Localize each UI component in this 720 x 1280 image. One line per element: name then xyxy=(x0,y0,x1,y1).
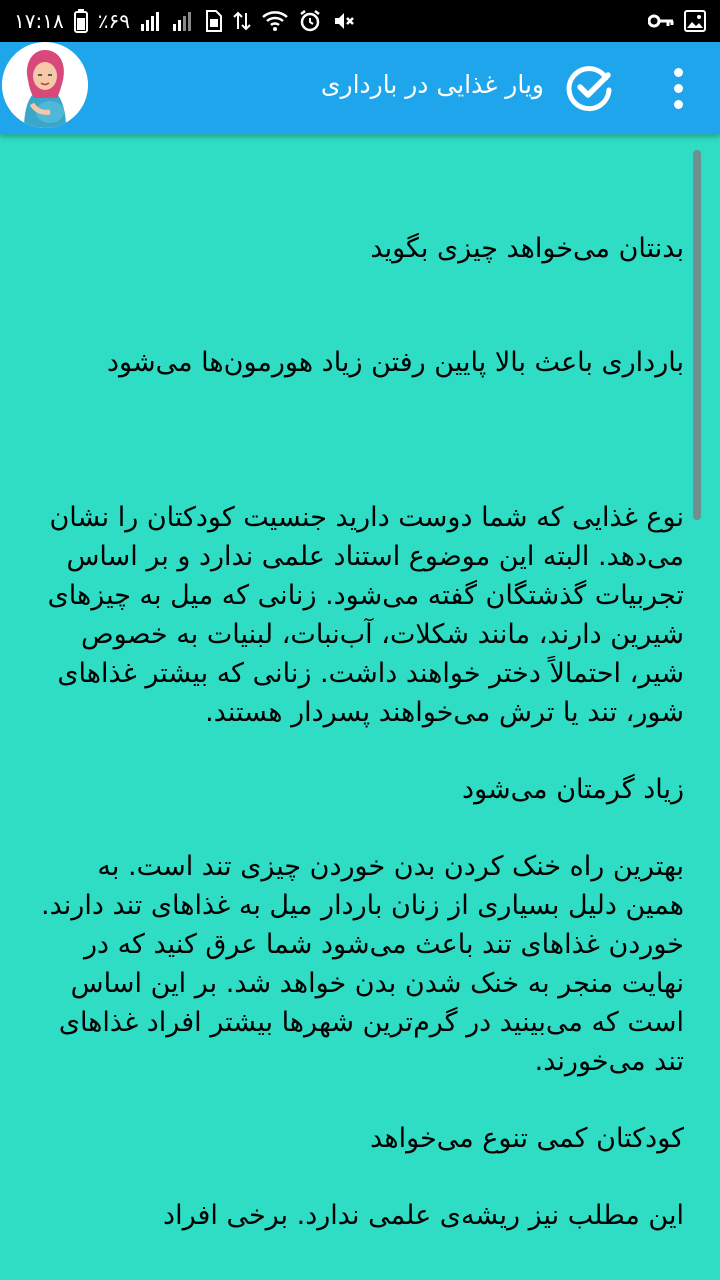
app-title: ویار غذایی در بارداری xyxy=(320,70,544,99)
data-icon xyxy=(232,8,252,34)
spacer xyxy=(32,1158,684,1196)
article-body xyxy=(32,190,684,1235)
alarm-icon xyxy=(298,8,322,34)
article-paragraph: بارداری باعث بالا پایین رفتن زیاد هورمون‌ها می‌شود xyxy=(107,347,684,378)
app-bar xyxy=(0,42,720,134)
menu-dot xyxy=(674,84,683,93)
spacer xyxy=(32,809,684,847)
wifi-icon xyxy=(262,8,288,34)
image-icon xyxy=(684,8,706,34)
article-scroll-view[interactable] xyxy=(0,134,720,1280)
signal-sim2-icon xyxy=(172,8,194,34)
article-paragraph: این مطلب نیز ریشه‌ی علمی ندارد. برخی افراد xyxy=(163,1200,684,1231)
clock: ۱۷:۱۸ xyxy=(14,9,64,33)
article-paragraph: بهترین راه خنک کردن بدن خوردن چیزی تند است. به همین دلیل بسیاری از زنان باردار میل به غذاهای تند دارند. خوردن غذاهای تند باعث می‌شود شما عرق کنید که در نهایت منجر به خنک شدن بدن خواهد شد. بر این اساس است که می‌بینید در گرم‌ترین شهرها بیشتر افراد غذاهای تند می‌خورند. xyxy=(41,851,684,1077)
spacer xyxy=(32,382,684,498)
signal-icon xyxy=(140,8,162,34)
vpn-key-icon xyxy=(648,8,674,34)
battery-percent: ٪۶۹ xyxy=(97,9,130,33)
spacer xyxy=(32,190,684,229)
status-left xyxy=(14,8,356,34)
article-heading: بدنتان می‌خواهد چیزی بگوید xyxy=(370,233,684,264)
scrollbar[interactable] xyxy=(693,150,701,520)
check-circle-icon xyxy=(566,64,614,112)
mute-icon xyxy=(332,8,356,34)
menu-dot xyxy=(674,100,683,109)
spacer xyxy=(32,732,684,770)
spacer xyxy=(32,1081,684,1119)
article-paragraph: نوع غذایی که شما دوست دارید جنسیت کودکتان را نشان می‌دهد. البته این موضوع استناد علمی ندارد و بر اساس تجربیات گذشتگان گفته می‌شود. زنانی که میل به چیزهای شیرین دارند، مانند شکلات، آب‌نبات، لبنیات به خصوص شیر، احتمالاً دختر خواهند داشت. زنانی که بیشتر غذاهای شور، تند یا ترش می‌خواهند پسردار هستند. xyxy=(47,502,684,728)
spacer xyxy=(32,268,684,343)
more-vert-icon xyxy=(674,68,683,77)
article-heading: زیاد گرمتان می‌شود xyxy=(462,774,684,805)
mark-read-button[interactable] xyxy=(566,64,614,112)
status-bar xyxy=(0,0,720,42)
battery-icon xyxy=(74,8,88,34)
sim-icon xyxy=(204,8,222,34)
status-right xyxy=(648,8,706,34)
overflow-menu-button[interactable] xyxy=(660,60,696,116)
app-logo-avatar xyxy=(2,42,88,128)
article-heading: کودکتان کمی تنوع می‌خواهد xyxy=(370,1123,684,1154)
